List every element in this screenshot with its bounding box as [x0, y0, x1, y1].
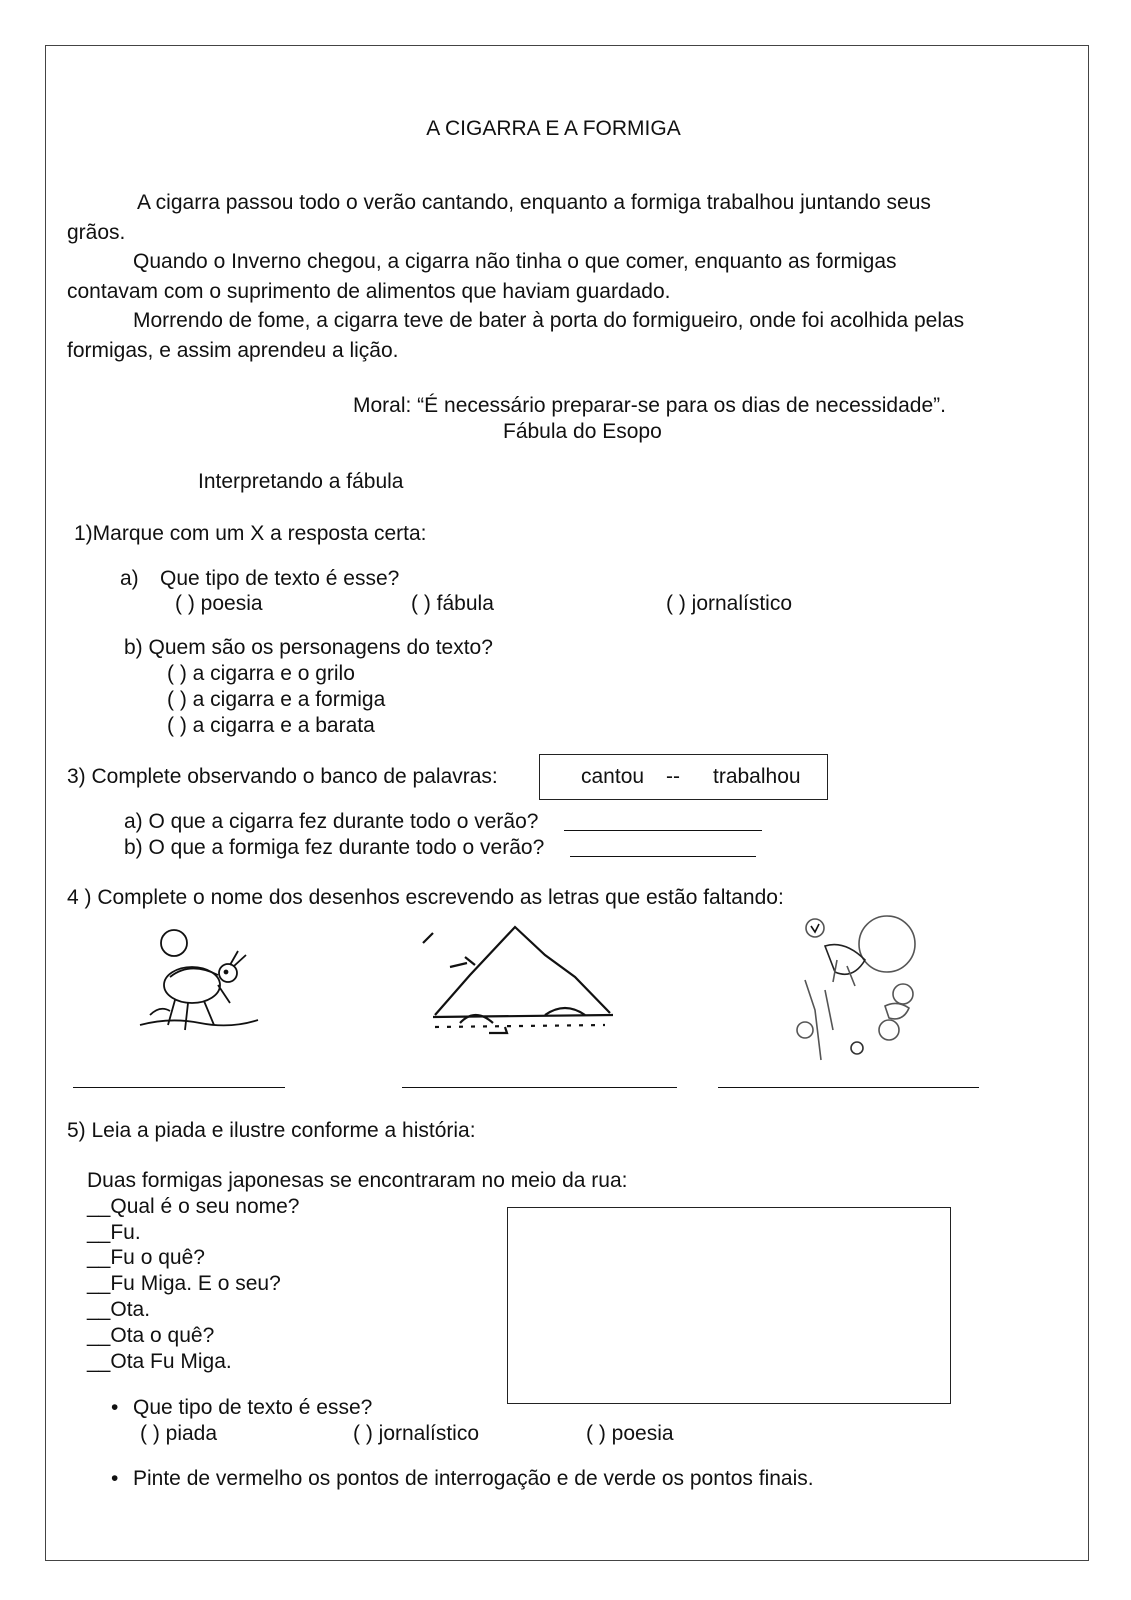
q5-option-jornalistico[interactable]: ( ) jornalístico: [353, 1422, 480, 1445]
story-paragraph-1-line-2: grãos.: [67, 221, 126, 244]
q3b-question: b) O que a formiga fez durante todo o verão?: [124, 836, 545, 859]
q4-prompt: 4 ) Complete o nome dos desenhos escrevendo as letras que estão faltando:: [67, 886, 784, 909]
q4-answer-line-2[interactable]: [402, 1087, 677, 1088]
q1b-option-formiga[interactable]: ( ) a cigarra e a formiga: [167, 688, 386, 711]
story-paragraph-2-line-1: Quando o Inverno chegou, a cigarra não tinha o que comer, enquanto as formigas: [133, 250, 897, 273]
q1a-option-fabula[interactable]: ( ) fábula: [411, 592, 494, 615]
q4-answer-line-1[interactable]: [73, 1087, 285, 1088]
q5-intro: Duas formigas japonesas se encontraram no meio da rua:: [87, 1169, 628, 1192]
q5-dialog-line-6: __Ota o quê?: [87, 1324, 215, 1347]
q5-question: • Que tipo de texto é esse?: [133, 1395, 372, 1421]
q5-prompt: 5) Leia a piada e ilustre conforme a história:: [67, 1119, 476, 1142]
story-paragraph-2-line-2: contavam com o suprimento de alimentos que haviam guardado.: [67, 280, 671, 303]
section-heading: Interpretando a fábula: [198, 470, 404, 493]
q4-answer-line-3[interactable]: [718, 1087, 979, 1088]
q3a-answer-line[interactable]: [564, 830, 762, 831]
illustration-box[interactable]: [507, 1207, 951, 1404]
q1b-question: b) Quem são os personagens do texto?: [124, 636, 493, 659]
word-bank-word-2: trabalhou: [713, 765, 801, 788]
cricket-drawing: [130, 925, 270, 1045]
q1b-option-grilo[interactable]: ( ) a cigarra e o grilo: [167, 662, 355, 685]
q3-prompt: 3) Complete observando o banco de palavras:: [67, 765, 498, 788]
story-source: Fábula do Esopo: [503, 420, 662, 443]
q5-dialog-line-7: __Ota Fu Miga.: [87, 1350, 232, 1373]
q5-dialog-line-1: __Qual é o seu nome?: [87, 1195, 300, 1218]
q5-option-poesia[interactable]: ( ) poesia: [586, 1422, 674, 1445]
q5-instruction: • Pinte de vermelho os pontos de interrogação e de verde os pontos finais.: [133, 1466, 814, 1492]
q1a-question: Que tipo de texto é esse?: [160, 567, 400, 590]
q1a-label: a): [120, 567, 139, 590]
q1a-option-poesia[interactable]: ( ) poesia: [175, 592, 263, 615]
q5-dialog-line-4: __Fu Miga. E o seu?: [87, 1272, 281, 1295]
story-paragraph-1-line-1: A cigarra passou todo o verão cantando, enquanto a formiga trabalhou juntando seus: [137, 191, 931, 214]
mountain-drawing: [415, 915, 620, 1045]
q1a-option-jornalistico[interactable]: ( ) jornalístico: [666, 592, 793, 615]
q3b-answer-line[interactable]: [570, 856, 756, 857]
page-title: A CIGARRA E A FORMIGA: [426, 117, 681, 140]
story-moral: Moral: “É necessário preparar-se para os dias de necessidade”.: [353, 394, 946, 417]
q5-dialog-line-3: __Fu o quê?: [87, 1246, 205, 1269]
story-paragraph-3-line-1: Morrendo de fome, a cigarra teve de bater à porta do formigueiro, onde foi acolhida pelas: [133, 309, 965, 332]
q5-dialog-line-5: __Ota.: [87, 1298, 151, 1321]
q1b-option-barata[interactable]: ( ) a cigarra e a barata: [167, 714, 375, 737]
q3a-question: a) O que a cigarra fez durante todo o verão?: [124, 810, 539, 833]
story-paragraph-3-line-2: formigas, e assim aprendeu a lição.: [67, 339, 399, 362]
word-bank-word-1: cantou: [581, 765, 645, 788]
word-bank-separator: --: [666, 765, 680, 788]
cicada-on-flower-drawing: [785, 910, 930, 1070]
q5-dialog-line-2: __Fu.: [87, 1221, 141, 1244]
q1-prompt: 1)Marque com um X a resposta certa:: [74, 522, 427, 545]
q5-option-piada[interactable]: ( ) piada: [140, 1422, 218, 1445]
